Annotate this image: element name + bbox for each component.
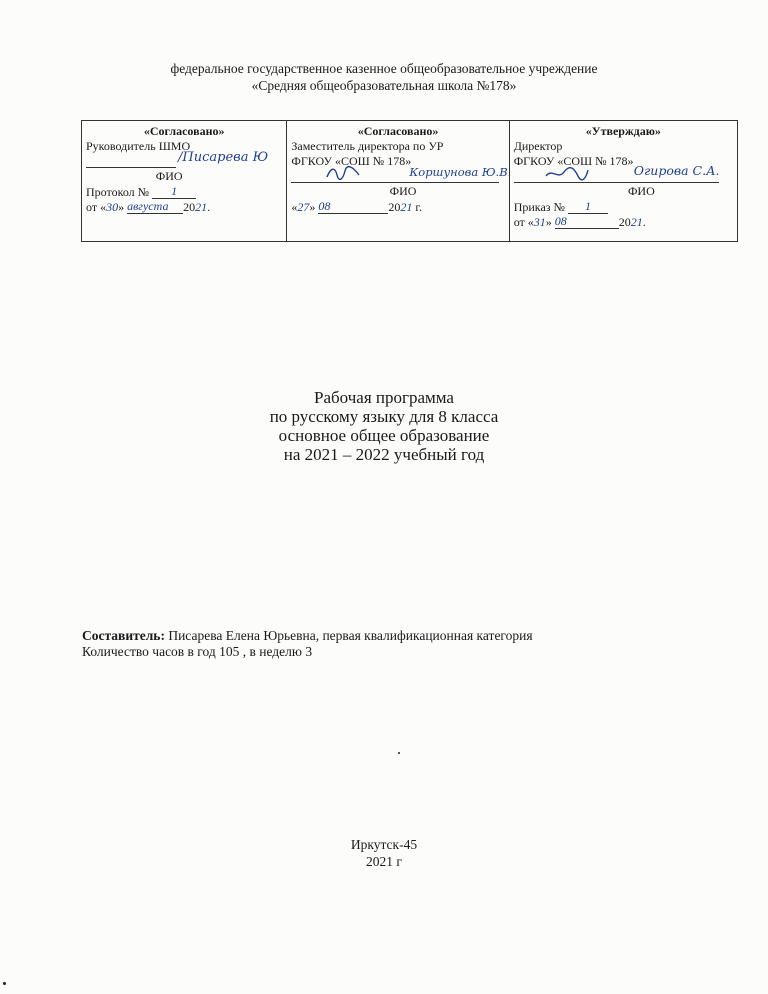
date-year-prefix: 20 — [618, 214, 631, 229]
signature-line — [86, 149, 282, 169]
date-prefix: « — [291, 199, 298, 214]
order-line — [514, 199, 733, 214]
date-year-prefix: 20 — [183, 199, 196, 214]
signature-scribble-icon — [325, 165, 361, 181]
approval-deputy — [286, 121, 512, 241]
hours-line: Количество часов в год 105 , в неделю 3 — [82, 644, 313, 659]
approval-role: Руководитель ШМО — [86, 138, 191, 153]
protocol-line — [86, 184, 282, 199]
institution-name-line1: федеральное государственное казенное общеобразовательное учреждение — [170, 61, 598, 76]
approval-org: ФГКОУ «СОШ № 178» — [291, 153, 412, 168]
date-year-suffix: 21 — [400, 199, 413, 214]
date-prefix: от « — [86, 199, 107, 214]
title-line2: по русскому языку для 8 класса — [269, 407, 499, 426]
date-month: августа — [127, 199, 183, 215]
date-suffix: г. — [415, 199, 422, 214]
date-year-prefix: 20 — [388, 199, 401, 214]
approval-title: «Утверждаю» — [585, 124, 661, 138]
approval-title: «Согласовано» — [143, 124, 225, 138]
fio-label: ФИО — [389, 183, 417, 198]
footer-block — [0, 836, 768, 870]
signature-scribble-icon — [544, 166, 590, 182]
institution-header — [0, 60, 768, 94]
program-title — [0, 388, 768, 464]
protocol-label: Протокол № — [86, 184, 150, 199]
date-day: 27 — [297, 199, 310, 214]
date-line: «27» 08 2021 г. — [291, 198, 422, 214]
composer-label: Составитель: — [82, 628, 165, 643]
approval-table — [81, 120, 738, 242]
order-label: Приказ № — [513, 199, 565, 214]
composer-block — [82, 628, 533, 660]
date-month: 08 — [318, 199, 388, 215]
protocol-number: 1 — [152, 184, 196, 200]
approval-role: Директор — [513, 138, 563, 153]
date-year-suffix: 21 — [630, 214, 643, 229]
date-year-suffix: 21 — [195, 199, 208, 214]
date-line: от «31» 08 2021. — [513, 213, 646, 229]
date-suffix: . — [642, 214, 646, 229]
title-line3: основное общее образование — [278, 426, 490, 445]
institution-name-line2: «Средняя общеобразовательная школа №178» — [251, 78, 517, 93]
date-day: 31 — [533, 214, 546, 229]
fio-label: ФИО — [155, 168, 183, 183]
handwritten-signature-director: Огирова С.А. — [633, 162, 720, 178]
composer-line — [82, 628, 533, 644]
order-number: 1 — [568, 199, 608, 215]
fio-label: ФИО — [627, 183, 655, 198]
composer-value: Писарева Елена Юрьевна, первая квалификационная категория — [164, 628, 533, 643]
approval-role: Заместитель директора по УР — [291, 138, 444, 153]
date-month: 08 — [555, 214, 619, 230]
handwritten-signature-shmo: /Писарева Ю — [178, 149, 269, 165]
scan-speck — [398, 752, 400, 754]
signature-line — [291, 164, 512, 184]
scan-speck — [3, 982, 6, 985]
approval-director — [509, 121, 737, 241]
signature-line — [514, 162, 733, 184]
date-line: от «30» августа 2021. — [86, 198, 211, 214]
date-day: 30 — [106, 199, 119, 214]
footer-city: Иркутск-45 — [350, 837, 418, 852]
title-line4: на 2021 – 2022 учебный год — [283, 445, 485, 464]
title-line1: Рабочая программа — [314, 388, 454, 407]
approval-org: ФГКОУ «СОШ № 178» — [513, 153, 634, 168]
approval-title: «Согласовано» — [357, 124, 439, 138]
approval-shmo — [82, 121, 286, 241]
date-prefix: от « — [513, 214, 534, 229]
handwritten-signature-deputy: Коршунова Ю.В. — [409, 164, 512, 179]
footer-year: 2021 г — [366, 854, 402, 869]
